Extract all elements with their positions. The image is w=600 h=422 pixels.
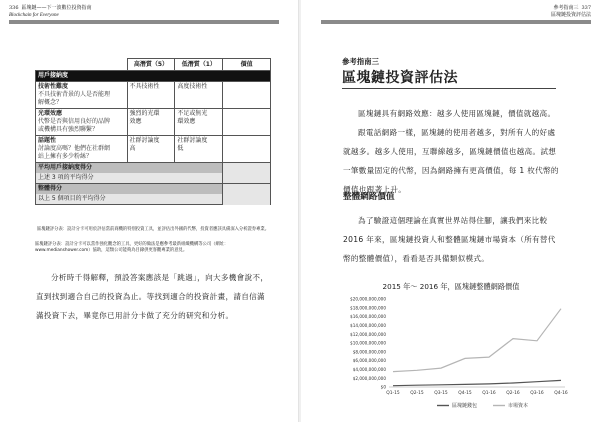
score-desc: 以上 5 個項目的平均得分 [36,194,223,205]
page-title: 區塊鏈投資評估法 [342,70,458,86]
right-header-title: 區塊鏈投資評估法 [550,12,591,18]
x-tick-label: Q2-16 [506,391,520,396]
y-tick-label: $14,000,000,000 [350,323,386,328]
row-title: 光環效應 [38,110,63,117]
score-title: 平均用戶接納度得分 [36,163,223,174]
col-header-value: 價值 [223,59,271,71]
row-desc-line: 或機構具有強烈聯繫？ [38,126,99,133]
cell-low-line: 社群討論度 [177,137,208,144]
legend-entry: 市場資本 [508,403,529,409]
y-tick-label: $20,000,000,000 [350,296,386,302]
left-body-paragraph: 分析時千得解釋，預設答案應該是「跳過」，向大多機會說不，直到找到適合自己的投資為止。等找到適合的投資計畫，請自信滿滿投資下去，畢竟你已用計分卡做了充分的研究和分析。 [36,273,269,320]
y-tick-label: $18,000,000,000 [350,305,386,311]
left-page-number: 336 [9,5,19,11]
cell-high-line: 強烈的光環 [129,110,160,117]
section-band: 用戶接納度 [36,71,271,82]
table-row [36,109,271,136]
row-title: 技術性難度 [38,83,69,90]
y-tick-label: $6,000,000,000 [352,358,386,364]
x-tick-label: Q2-15 [410,391,424,396]
left-book-title-zh: 區塊鏈——下一波數位投資指南 [21,5,92,11]
row-title: 話題性 [38,137,57,144]
cell-high-line: 效應 [129,118,142,125]
y-tick-label: $10,000,000,000 [350,340,386,346]
score-value[interactable] [223,163,271,184]
cell-high: 不具技術性 [127,82,175,109]
y-tick-label: $4,000,000,000 [352,367,386,372]
right-running-header [551,5,591,19]
score-desc: 上述 3 項的平均得分 [36,173,223,184]
reference-label: 參考指南三 [342,57,379,66]
y-tick-label: $2,000,000,000 [352,375,386,381]
table-footnote: 區塊鏈評分表：設計分卡可用於評估當前商機的特別投資工具，並評估出外國的代幣，投資者應該具備深入分析證券專業。 [36,227,270,232]
right-header-rule [321,20,591,24]
row-desc-line: 代幣是否與信用良好的品牌 [38,118,111,125]
cell-value[interactable] [223,136,271,163]
x-tick-label: Q1-15 [386,391,400,396]
cell-high-line: 高 [129,145,136,152]
left-running-header [9,5,92,19]
y-tick-label: $12,000,000,000 [350,331,386,337]
score-value[interactable] [223,184,271,205]
paragraph: 為了驗證這個理論在真實世界站得住腳，讓我們來比較 2016 年來，區塊鏈投資人和整體區塊鏈市場資本（所有替代幣的整體價值），看看是否具備類似模式。 [343,216,556,263]
row-desc-line: 不具技術背景的人是否能理 [38,91,111,98]
row-desc-line: 站上擁有多少粉絲？ [38,153,93,160]
score-row [36,163,271,174]
left-header-rule [9,20,279,24]
section-heading: 整體網路價值 [343,192,395,202]
x-tick-label: Q3-15 [434,391,448,396]
x-tick-label: Q1-16 [482,391,496,396]
cell-low-line: 環效應 [177,118,196,125]
y-tick-label: $16,000,000,000 [350,314,386,320]
table-row [36,136,271,163]
chart-title: 2015 年～ 2016 年，區塊鏈整體網路價值 [382,282,520,291]
table-corner [36,59,128,71]
x-tick-label: Q3-16 [530,391,544,396]
row-desc-line: 解概念？ [38,99,63,106]
title-rule [342,88,556,89]
paragraph: 跟電話網路一樣，區塊鏈的使用者越多，對所有人的好處就越多。越多人使用，互聯線越多，區塊鏈價值也越高。試想一筆數量固定的代幣，因為網路擁有更高價值，每 1 枚代幣的價值也跟著上升。 [343,128,559,194]
network-value-chart [307,295,597,417]
table-footnote: 區塊鏈評分表：設計分卡可以當作強化觀念的工具，更好的做法是應參考最新組織機構等公司（網址：www.medianshower.com）協助，這類公司能夠為目錄供更客觀專業的意見。 [35,242,229,254]
scorecard-table [35,58,271,205]
cell-value[interactable] [223,109,271,136]
right-page [301,0,600,422]
x-tick-label: Q4-15 [458,391,472,396]
cell-high-line: 社群討論度 [129,137,160,144]
series-line-2 [393,309,561,372]
x-tick-label: Q4-16 [554,391,568,396]
cell-value[interactable] [223,82,271,109]
col-header-low: 低潛質（1） [175,59,223,71]
cell-low-line: 低 [177,145,184,152]
left-book-title-en: Blockchain for Everyone [9,13,59,18]
right-page-number: 337 [581,5,591,11]
score-title: 整體得分 [36,184,223,195]
cell-low-line: 不足或無光 [177,110,208,117]
score-row [36,184,271,195]
row-desc-line: 討論度高嗎？他們在社群網 [38,145,111,152]
y-tick-label: $0 [380,384,386,390]
paragraph: 區塊鏈具有網路效應：越多人使用區塊鏈，價值就越高。 [358,109,556,118]
right-header-label: 參考指南三 [553,5,579,11]
col-header-high: 高潛質（5） [127,59,175,71]
left-page [0,0,299,422]
y-tick-label: $8,000,000,000 [352,349,386,355]
legend-entry: 區塊鏈錢包 [452,403,478,409]
series-line-1 [393,380,561,385]
table-row [36,82,271,109]
cell-low: 高度技術性 [175,82,223,109]
